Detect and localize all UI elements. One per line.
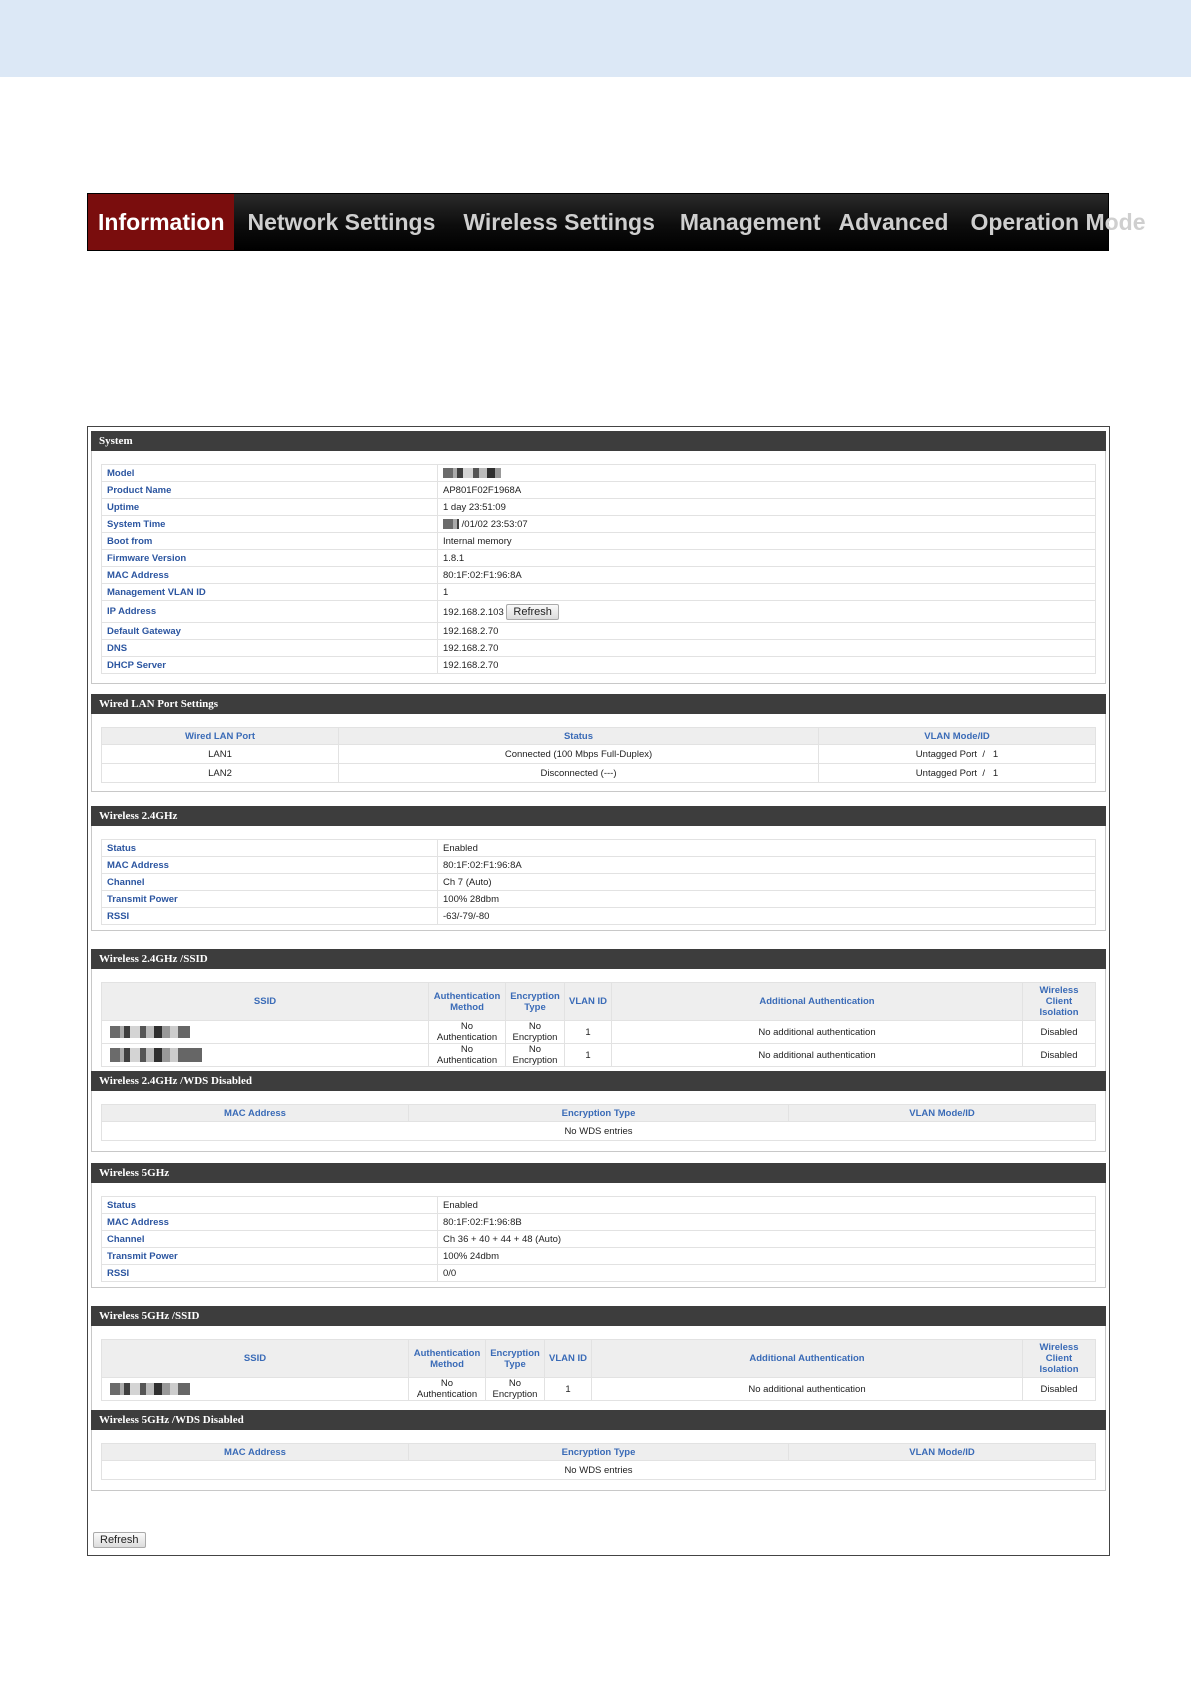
table-row bbox=[102, 1197, 1096, 1214]
row-value: 0/0 bbox=[438, 1265, 1096, 1282]
table-row bbox=[102, 623, 1096, 640]
wireless-5-table bbox=[101, 1196, 1096, 1282]
tab-advanced[interactable]: Advanced bbox=[838, 208, 949, 235]
section-title: System bbox=[91, 431, 1106, 451]
wired-lan-section bbox=[91, 694, 1106, 792]
table-row bbox=[102, 745, 1096, 764]
row-label: Firmware Version bbox=[102, 550, 438, 567]
column-header: MAC Address bbox=[102, 1105, 409, 1122]
table-row bbox=[102, 1231, 1096, 1248]
table-row bbox=[102, 1248, 1096, 1265]
column-header: Additional Authentication bbox=[592, 1340, 1023, 1378]
table-row bbox=[102, 1378, 1096, 1401]
row-value: 100% 24dbm bbox=[438, 1248, 1096, 1265]
row-label: Status bbox=[102, 1197, 438, 1214]
column-header: Encryption Type bbox=[409, 1105, 789, 1122]
column-header: Additional Authentication bbox=[612, 983, 1023, 1021]
isolation-value: Disabled bbox=[1023, 1378, 1096, 1401]
ssid-value bbox=[102, 1021, 429, 1044]
row-label: MAC Address bbox=[102, 857, 438, 874]
row-label: Transmit Power bbox=[102, 891, 438, 908]
wireless-24-wds-table bbox=[101, 1104, 1096, 1141]
auth-value: No Authentication bbox=[429, 1044, 506, 1067]
row-label: System Time bbox=[102, 516, 438, 533]
column-header: Encryption Type bbox=[409, 1444, 789, 1461]
isolation-value: Disabled bbox=[1023, 1044, 1096, 1067]
row-label: DHCP Server bbox=[102, 657, 438, 674]
row-value: Ch 7 (Auto) bbox=[438, 874, 1096, 891]
table-row bbox=[102, 567, 1096, 584]
wireless-24-ssid-table bbox=[101, 982, 1096, 1067]
row-value: 1 bbox=[438, 584, 1096, 601]
table-row bbox=[102, 640, 1096, 657]
section-title: Wired LAN Port Settings bbox=[91, 694, 1106, 714]
table-row bbox=[102, 657, 1096, 674]
wireless-5-section bbox=[91, 1163, 1106, 1288]
column-header: Authentication Method bbox=[429, 983, 506, 1021]
page-header-band bbox=[0, 0, 1191, 77]
section-title: Wireless 2.4GHz /SSID bbox=[91, 949, 1106, 969]
lan-status: Disconnected (---) bbox=[339, 764, 819, 783]
column-header: MAC Address bbox=[102, 1444, 409, 1461]
tab-management[interactable]: Management bbox=[679, 208, 821, 235]
row-label: IP Address bbox=[102, 601, 438, 623]
row-label: Boot from bbox=[102, 533, 438, 550]
vlan-value: 1 bbox=[565, 1021, 612, 1044]
row-label: MAC Address bbox=[102, 567, 438, 584]
column-header: Encryption Type bbox=[506, 983, 565, 1021]
table-row bbox=[102, 891, 1096, 908]
row-value: 192.168.2.70 bbox=[438, 657, 1096, 674]
table-row bbox=[102, 584, 1096, 601]
row-label: DNS bbox=[102, 640, 438, 657]
tab-operation-mode[interactable]: Operation Mode bbox=[970, 208, 1146, 235]
lan-port: LAN2 bbox=[102, 764, 339, 783]
wireless-24-section bbox=[91, 806, 1106, 931]
redacted-image bbox=[110, 1026, 190, 1038]
model-value bbox=[438, 465, 1096, 482]
tab-information[interactable]: Information bbox=[88, 194, 234, 250]
addauth-value: No additional authentication bbox=[592, 1378, 1023, 1401]
row-label: Status bbox=[102, 840, 438, 857]
wired-lan-table bbox=[101, 727, 1096, 783]
column-header: VLAN Mode/ID bbox=[819, 728, 1096, 745]
row-value: 100% 28dbm bbox=[438, 891, 1096, 908]
column-header: VLAN ID bbox=[545, 1340, 592, 1378]
section-title: Wireless 2.4GHz bbox=[91, 806, 1106, 826]
column-header: Encryption Type bbox=[486, 1340, 545, 1378]
row-label: Management VLAN ID bbox=[102, 584, 438, 601]
auth-value: No Authentication bbox=[429, 1021, 506, 1044]
table-row bbox=[102, 1021, 1096, 1044]
column-header: Wired LAN Port bbox=[102, 728, 339, 745]
column-header: VLAN Mode/ID bbox=[789, 1444, 1096, 1461]
table-row bbox=[102, 857, 1096, 874]
column-header: VLAN Mode/ID bbox=[789, 1105, 1096, 1122]
empty-message: No WDS entries bbox=[102, 1461, 1096, 1480]
information-panel bbox=[87, 426, 1110, 1556]
enc-value: No Encryption bbox=[486, 1378, 545, 1401]
column-header: SSID bbox=[102, 1340, 409, 1378]
table-row bbox=[102, 499, 1096, 516]
table-row bbox=[102, 465, 1096, 482]
table-row bbox=[102, 1214, 1096, 1231]
table-row bbox=[102, 1461, 1096, 1480]
vlan-value: 1 bbox=[545, 1378, 592, 1401]
table-row bbox=[102, 516, 1096, 533]
row-label: RSSI bbox=[102, 1265, 438, 1282]
refresh-ip-button[interactable]: Refresh bbox=[506, 604, 559, 620]
section-title: Wireless 5GHz /SSID bbox=[91, 1306, 1106, 1326]
table-row bbox=[102, 1122, 1096, 1141]
row-label: Model bbox=[102, 465, 438, 482]
system-time-value bbox=[438, 516, 1096, 533]
row-label: Channel bbox=[102, 874, 438, 891]
vlan-value: 1 bbox=[565, 1044, 612, 1067]
section-title: Wireless 5GHz /WDS Disabled bbox=[91, 1410, 1106, 1430]
main-nav bbox=[87, 193, 1146, 251]
empty-message: No WDS entries bbox=[102, 1122, 1096, 1141]
row-label: Uptime bbox=[102, 499, 438, 516]
enc-value: No Encryption bbox=[506, 1021, 565, 1044]
tab-wireless-settings[interactable]: Wireless Settings bbox=[463, 208, 655, 235]
column-header: SSID bbox=[102, 983, 429, 1021]
table-row bbox=[102, 764, 1096, 783]
row-value: AP801F02F1968A bbox=[438, 482, 1096, 499]
row-value: /01/02 23:53:07 bbox=[461, 518, 528, 530]
addauth-value: No additional authentication bbox=[612, 1021, 1023, 1044]
redacted-image bbox=[443, 468, 501, 478]
system-table bbox=[101, 464, 1096, 674]
column-header: Status bbox=[339, 728, 819, 745]
row-value: 192.168.2.70 bbox=[438, 640, 1096, 657]
wireless-24-ssid-section bbox=[91, 949, 1106, 1078]
row-value: Enabled bbox=[438, 840, 1096, 857]
row-label: MAC Address bbox=[102, 1214, 438, 1231]
table-row bbox=[102, 840, 1096, 857]
addauth-value: No additional authentication bbox=[612, 1044, 1023, 1067]
table-row bbox=[102, 874, 1096, 891]
auth-value: No Authentication bbox=[409, 1378, 486, 1401]
row-value: Ch 36 + 40 + 44 + 48 (Auto) bbox=[438, 1231, 1096, 1248]
wireless-24-table bbox=[101, 839, 1096, 925]
row-value: 1.8.1 bbox=[438, 550, 1096, 567]
row-label: RSSI bbox=[102, 908, 438, 925]
ssid-value bbox=[102, 1378, 409, 1401]
column-header: VLAN ID bbox=[565, 983, 612, 1021]
row-value: Enabled bbox=[438, 1197, 1096, 1214]
isolation-value: Disabled bbox=[1023, 1021, 1096, 1044]
table-row bbox=[102, 550, 1096, 567]
row-value: -63/-79/-80 bbox=[438, 908, 1096, 925]
enc-value: No Encryption bbox=[506, 1044, 565, 1067]
ssid-value bbox=[102, 1044, 429, 1067]
row-label: Channel bbox=[102, 1231, 438, 1248]
row-value: 192.168.2.70 bbox=[438, 623, 1096, 640]
wireless-5-wds-table bbox=[101, 1443, 1096, 1480]
row-label: Product Name bbox=[102, 482, 438, 499]
table-row bbox=[102, 601, 1096, 623]
section-title: Wireless 5GHz bbox=[91, 1163, 1106, 1183]
lan-vlan: Untagged Port / 1 bbox=[819, 764, 1096, 783]
row-label: Transmit Power bbox=[102, 1248, 438, 1265]
tab-network-settings[interactable]: Network Settings bbox=[247, 208, 436, 235]
redacted-image bbox=[443, 519, 459, 529]
table-row bbox=[102, 1265, 1096, 1282]
row-label: Default Gateway bbox=[102, 623, 438, 640]
wireless-5-ssid-table bbox=[101, 1339, 1096, 1401]
section-title: Wireless 2.4GHz /WDS Disabled bbox=[91, 1071, 1106, 1091]
ip-address-value bbox=[438, 601, 1096, 623]
column-header: Wireless Client Isolation bbox=[1023, 983, 1096, 1021]
row-value: 192.168.2.103 bbox=[443, 606, 504, 618]
column-header: Wireless Client Isolation bbox=[1023, 1340, 1096, 1378]
redacted-image bbox=[110, 1383, 190, 1395]
column-header: Authentication Method bbox=[409, 1340, 486, 1378]
refresh-button[interactable]: Refresh bbox=[93, 1532, 146, 1548]
system-section bbox=[91, 431, 1106, 684]
table-row bbox=[102, 482, 1096, 499]
row-value: 1 day 23:51:09 bbox=[438, 499, 1096, 516]
table-row bbox=[102, 1044, 1096, 1067]
row-value: 80:1F:02:F1:96:8A bbox=[438, 567, 1096, 584]
row-value: 80:1F:02:F1:96:8B bbox=[438, 1214, 1096, 1231]
lan-vlan: Untagged Port / 1 bbox=[819, 745, 1096, 764]
table-row bbox=[102, 908, 1096, 925]
row-value: Internal memory bbox=[438, 533, 1096, 550]
redacted-image bbox=[110, 1048, 202, 1062]
wireless-5-ssid-section bbox=[91, 1306, 1106, 1412]
wireless-24-wds-section bbox=[91, 1071, 1106, 1152]
lan-status: Connected (100 Mbps Full-Duplex) bbox=[339, 745, 819, 764]
lan-port: LAN1 bbox=[102, 745, 339, 764]
wireless-5-wds-section bbox=[91, 1410, 1106, 1491]
table-row bbox=[102, 533, 1096, 550]
row-value: 80:1F:02:F1:96:8A bbox=[438, 857, 1096, 874]
